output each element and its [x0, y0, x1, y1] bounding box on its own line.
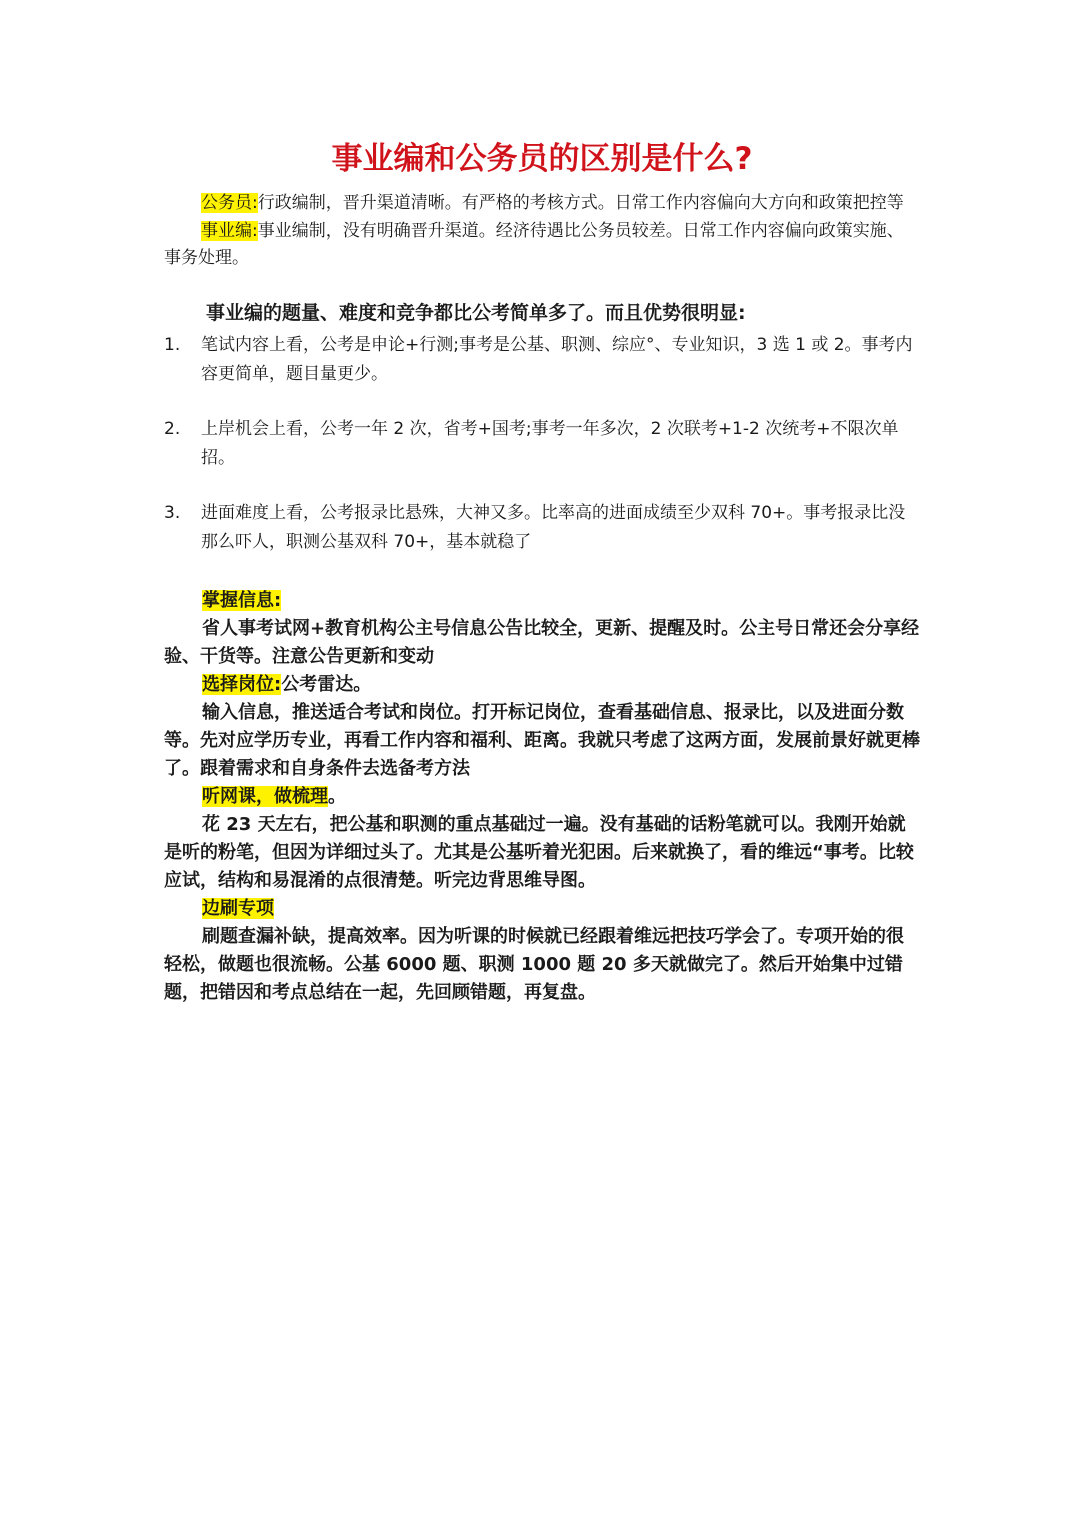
section-practice	[164, 895, 920, 1007]
intro-civil-servant	[164, 190, 920, 218]
list-number: 3.	[164, 502, 181, 523]
section-body: 花 23 天左右，把公基和职测的重点基础过一遍。没有基础的话粉笔就可以。我刚开始就是听的粉笔，但因为详细过头了。尤其是公基听着光犯困。后来就换了，看的维远“事考。比较应试，结构和易混淆的点很清楚。听完边背思维导图。	[164, 813, 914, 891]
section-position	[164, 671, 920, 783]
section-label: 听网课，做梳理	[202, 785, 328, 807]
document-content	[164, 138, 920, 1007]
section-label: 掌握信息:	[202, 589, 282, 611]
section-label: 边刷专项	[202, 897, 274, 919]
intro-text: 事业编制，没有明确晋升渠道。经济待遇比公务员较差。日常工作内容偏向政策实施、事务处理。	[164, 220, 904, 268]
list-item	[164, 415, 920, 473]
list-item	[164, 331, 920, 389]
intro-text: 行政编制，晋升渠道清晰。有严格的考核方式。日常工作内容偏向大方向和政策把控等	[257, 193, 904, 213]
section-body: 输入信息，推送适合考试和岗位。打开标记岗位，查看基础信息、报录比，以及进面分数等。先对应学历专业，再看工作内容和福利、距离。我就只考虑了这两方面，发展前景好就更棒了。跟着需求和自身条件去选备考方法	[164, 701, 920, 779]
list-text: 笔试内容上看，公考是申论+行测;事考是公基、职测、综应°、专业知识，3 选 1 或 2。事考内容更简单，题目量更少。	[201, 334, 913, 384]
section-body: 刷题查漏补缺，提高效率。因为听课的时候就已经跟着维远把技巧学会了。专项开始的很轻松，做题也很流畅。公基 6000 题、职测 1000 题 20 多天就做完了。然后开始集中过错题，把错因和考点总结在一起，先回顾错题，再复盘。	[164, 925, 904, 1003]
section-courses	[164, 783, 920, 895]
advantages-heading: 事业编的题量、难度和竞争都比公考简单多了。而且优势很明显:	[206, 301, 746, 324]
highlight-label: 事业编:	[201, 220, 258, 241]
page-title: 事业编和公务员的区别是什么?	[331, 141, 753, 177]
section-info	[164, 587, 920, 671]
list-number: 2.	[164, 418, 181, 439]
advantages-list	[164, 331, 920, 557]
list-item	[164, 499, 920, 557]
list-text: 进面难度上看，公考报录比悬殊，大神又多。比率高的进面成绩至少双科 70+。事考报录比没那么吓人，职测公基双科 70+，基本就稳了	[201, 502, 906, 552]
section-inline: 公考雷达。	[281, 673, 372, 695]
section-body: 省人事考试网+教育机构公主号信息公告比较全，更新、提醒及时。公主号日常还会分享经验、干货等。注意公告更新和变动	[164, 617, 920, 667]
section-inline: 。	[328, 785, 346, 807]
list-text: 上岸机会上看，公考一年 2 次，省考+国考;事考一年多次，2 次联考+1-2 次统考+不限次单招。	[201, 418, 899, 468]
section-label: 选择岗位:	[202, 673, 282, 695]
list-number: 1.	[164, 334, 181, 355]
highlight-label: 公务员:	[201, 193, 258, 213]
intro-public-institution	[164, 218, 920, 273]
